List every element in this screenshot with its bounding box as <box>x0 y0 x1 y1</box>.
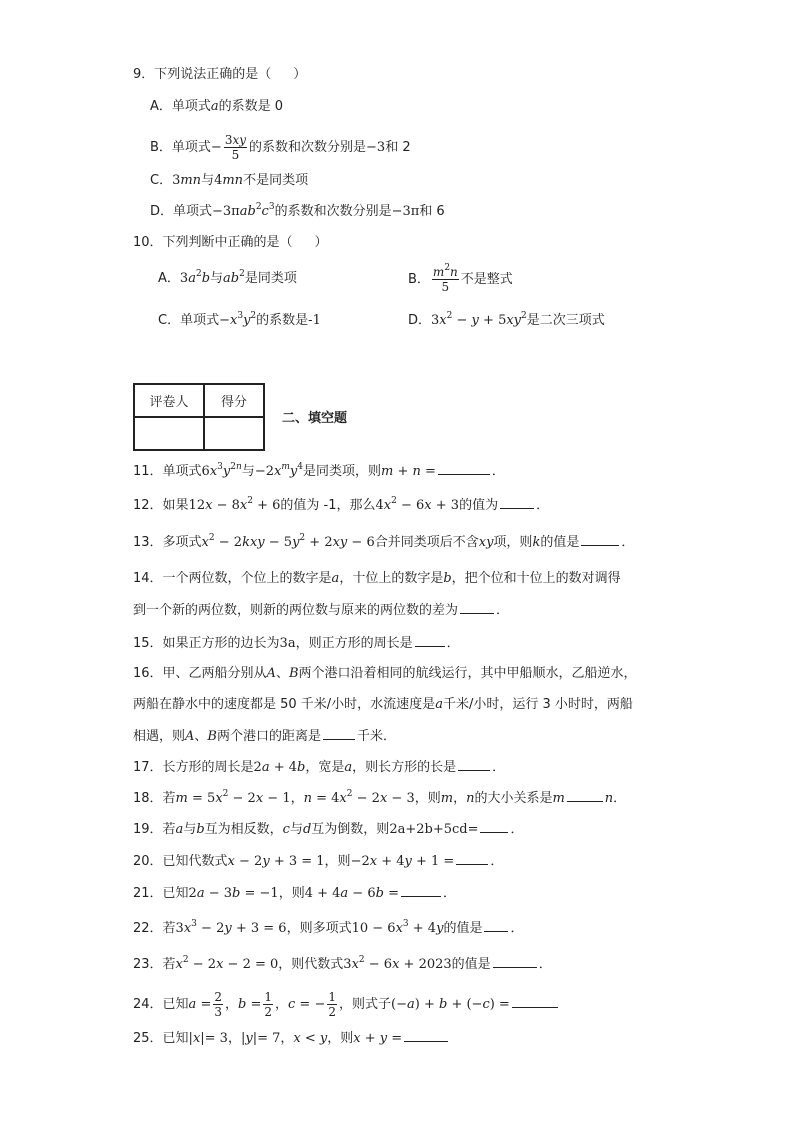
q21: 21．已知2a − 3b = −1，则4 + 4a − 6b = ． <box>133 886 456 901</box>
score-table-cell-score <box>204 417 264 450</box>
score-table <box>133 383 265 451</box>
q16-line3: 相遇，则A、B两个港口的距离是 千米． <box>133 729 397 744</box>
q24: 24．已知a = $\frac{2}{3}$ ，b = $\frac{1}{2}$ ，c = − $\frac{1}{2}$ ，则式子(−a) + b + (−c) = <box>133 990 560 1019</box>
q9-option-d: D．单项式$-3\pi ab^2c^3$的系数和次数分别是−3π和 6 <box>150 202 445 219</box>
score-table-header-score: 得分 <box>204 384 264 417</box>
q10-stem: 10．下列判断中正确的是（ ） <box>133 235 328 250</box>
q17: 17．长方形的周长是2a + 4b，宽是a，则长方形的长是 ． <box>133 760 506 775</box>
q13: 13．多项式$x^2 - 2kxy - 5y^2 + 2xy - 6$合并同类项后不含xy项，则k的值是 ． <box>133 533 635 550</box>
q16-line2: 两船在静水中的速度都是 50 千米/小时，水流速度是a千米/小时，运行 3 小时时，两船 <box>133 697 633 712</box>
q9-option-c: C．3mn与4mn不是同类项 <box>150 173 309 188</box>
q9-stem: 9．下列说法正确的是（ ） <box>133 67 307 82</box>
q23: 23．若$x^2 - 2x - 2 = 0$，则代数式$3x^2 - 6x + 2023$的值是 ． <box>133 955 552 972</box>
q18: 18．若$m = 5x^2 - 2x - 1$，$n = 4x^2 - 2x - 3$，则m，n的大小关系是m n． <box>133 789 627 806</box>
q14-line2: 到一个新的两位数，则新的两位数与原来的两位数的差为 ． <box>133 603 510 618</box>
q19: 19．若a与b互为相反数，c与d互为倒数，则2a+2b+5cd= ． <box>133 822 524 837</box>
q20: 20．已知代数式x − 2y + 3 = 1，则−2x + 4y + 1 = ． <box>133 854 504 869</box>
q10-option-b: B． $\frac{m^2n}{5}$ 不是整式 <box>408 263 513 294</box>
q10-option-a: A．$3a^2b$与$ab^2$是同类项 <box>158 269 297 286</box>
q15: 15．如果正方形的边长为3a，则正方形的周长是 ． <box>133 636 460 651</box>
score-table-cell-grader <box>134 417 204 450</box>
q22: 22．若$3x^3 - 2y + 3 = 6$，则多项式$10 - 6x^3 + 4y$的值是 ． <box>133 919 524 936</box>
q11: 11．单项式$6x^3y^{2n}$与$-2x^my^4$是同类项，则m + n = ． <box>133 462 505 479</box>
score-table-header-grader: 评卷人 <box>134 384 204 417</box>
q9-option-b: B．单项式− $\frac{3xy}{5}$ 的系数和次数分别是−3和 2 <box>150 133 411 162</box>
q25: 25．已知|x|= 3，|y|= 7，x < y，则x + y = <box>133 1029 450 1048</box>
q12: 12．如果$12x - 8x^2 + 6$的值为 -1，那么$4x^2 - 6x + 3$的值为 ． <box>133 496 550 513</box>
q16-line1: 16．甲、乙两船分别从A、B两个港口沿着相同的航线运行，其中甲船顺水，乙船逆水， <box>133 666 637 681</box>
q14-line1: 14．一个两位数，个位上的数字是a，十位上的数字是b，把个位和十位上的数对调得 <box>133 571 621 586</box>
section-title: 二、填空题 <box>282 411 348 426</box>
q9-option-a: A．单项式a的系数是 0 <box>150 99 284 114</box>
q10-option-c: C．单项式$-x^3y^2$的系数是-1 <box>158 311 321 328</box>
q10-option-d: D．$3x^2 - y + 5xy^2$是二次三项式 <box>408 311 605 328</box>
